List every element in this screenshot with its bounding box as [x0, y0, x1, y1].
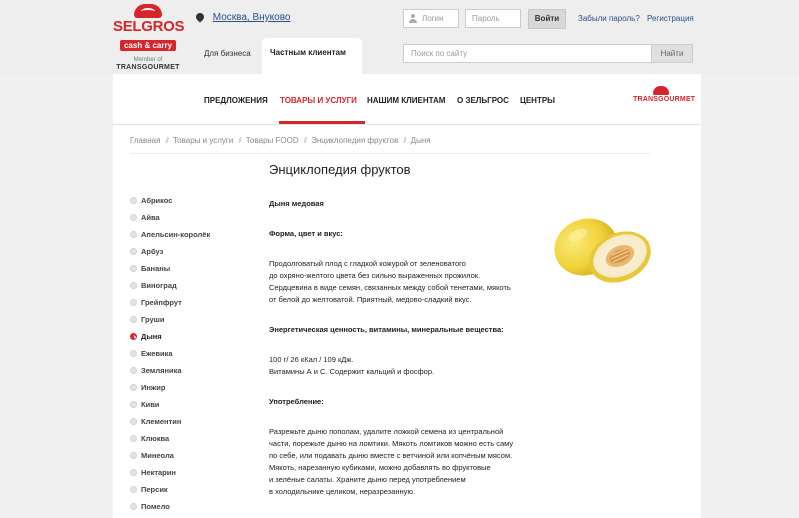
sidebar-item[interactable] — [130, 280, 240, 297]
bullet-icon — [130, 197, 137, 204]
shape-line: Продолговатый плод с гладкой кожурой от зеленоватого — [269, 259, 466, 268]
breadcrumb-separator: // — [303, 136, 307, 145]
transgourmet-logo-icon — [653, 86, 669, 95]
usage-line: Мякоть, нарезанную кубиками, можно добавлять во фруктовые — [269, 463, 491, 472]
sidebar-item[interactable] — [130, 467, 240, 484]
password-placeholder: Пароль — [472, 14, 500, 23]
breadcrumb-current: Дыня — [410, 136, 431, 145]
shape-paragraph — [269, 258, 539, 306]
bullet-icon — [130, 316, 137, 323]
usage-line: Разрежьте дыню пополам, удалите ложкой семена из центральной — [269, 427, 504, 436]
sidebar-item-label: Абрикос — [141, 196, 173, 205]
energy-section-title: Энергетическая ценность, витамины, минеральные вещества: — [269, 325, 504, 334]
nav-item-about[interactable]: О ЗЕЛЬГРОС — [457, 96, 509, 105]
transgourmet-logo[interactable] — [633, 86, 696, 103]
sidebar-item[interactable] — [130, 501, 240, 518]
sidebar-item[interactable] — [130, 195, 240, 212]
fruit-sidebar — [130, 195, 240, 518]
breadcrumb-separator: // — [403, 136, 406, 145]
main-panel — [113, 74, 701, 518]
sidebar-item-label: Клюква — [141, 434, 170, 443]
sidebar-item-label: Ежевика — [141, 349, 173, 358]
nav-divider — [113, 124, 701, 125]
shape-line: Сердцевина в виде семян, связанных между собой тенетами, мякоть — [269, 283, 511, 292]
energy-line: Витамины А и С. Содержит кальций и фосфор. — [269, 367, 435, 376]
article-subtitle: Дыня медовая — [269, 199, 324, 208]
bullet-icon — [130, 214, 137, 221]
sidebar-item[interactable] — [130, 331, 240, 348]
usage-line: и зелёные салаты. Храните дыню перед употреблением — [269, 475, 466, 484]
bullet-icon — [130, 248, 137, 255]
sidebar-item-label: Земляника — [141, 366, 182, 375]
user-icon — [409, 14, 417, 23]
search-button[interactable]: Найти — [651, 44, 693, 63]
logo-tagline: cash & carry — [120, 40, 176, 51]
sidebar-item-label: Груши — [141, 315, 165, 324]
sidebar-item-label: Клементин — [141, 417, 182, 426]
sidebar-item-label: Инжир — [141, 383, 166, 392]
shape-line: до охряно-желтого цвета без сильно выраженных прожилок. — [269, 271, 481, 280]
password-input[interactable] — [465, 9, 521, 28]
tab-business[interactable]: Для бизнеса — [204, 49, 251, 58]
login-input[interactable] — [403, 9, 459, 28]
nav-item-centers[interactable]: ЦЕНТРЫ — [520, 96, 556, 105]
breadcrumb-separator: // — [238, 136, 241, 145]
sidebar-item-label: Нектарин — [141, 468, 176, 477]
sidebar-item-label: Помело — [141, 502, 170, 511]
bullet-icon — [130, 265, 137, 272]
usage-line: части, порежьте дыню на ломтики. Мякоть ломтиков можно есть саму — [269, 439, 514, 448]
forgot-password-link[interactable]: Забыли пароль? — [578, 14, 640, 23]
energy-line: 100 г/ 26 кКал / 109 кДж. — [269, 355, 354, 364]
sidebar-item[interactable] — [130, 433, 240, 450]
usage-line: по себе, или подавать дыню вместе с ветчиной или копчёным мясом. — [269, 451, 513, 460]
breadcrumb-products[interactable]: Товары и услуги — [172, 136, 234, 145]
bullet-icon — [130, 469, 137, 476]
site-header — [0, 0, 799, 74]
sidebar-item[interactable] — [130, 399, 240, 416]
bullet-icon — [130, 401, 137, 408]
bullet-icon — [130, 503, 137, 510]
nav-item-clients[interactable]: НАШИМ КЛИЕНТАМ — [367, 96, 446, 105]
melon-image — [548, 209, 658, 289]
tab-private-clients[interactable]: Частным клиентам — [262, 38, 362, 74]
selgros-logo-icon — [134, 4, 162, 18]
bullet-icon — [130, 282, 137, 289]
bullet-icon — [130, 418, 137, 425]
breadcrumb — [130, 136, 431, 145]
bullet-icon — [130, 231, 137, 238]
breadcrumb-home[interactable]: Главная — [130, 136, 161, 145]
shape-section-title: Форма, цвет и вкус: — [269, 229, 343, 238]
breadcrumb-separator: // — [165, 136, 168, 145]
sidebar-item-label: Грейпфрут — [141, 298, 182, 307]
sidebar-item[interactable] — [130, 263, 240, 280]
bullet-icon — [130, 367, 137, 374]
nav-item-offers[interactable]: ПРЕДЛОЖЕНИЯ — [204, 96, 268, 105]
bullet-icon — [130, 435, 137, 442]
sidebar-item[interactable] — [130, 382, 240, 399]
sidebar-item[interactable] — [130, 314, 240, 331]
breadcrumb-food[interactable]: Товары FOOD — [245, 136, 299, 145]
usage-line: в холодильнике целиком, неразрезанную. — [269, 487, 416, 496]
sidebar-item[interactable] — [130, 450, 240, 467]
sidebar-item[interactable] — [130, 416, 240, 433]
article — [269, 198, 539, 516]
sidebar-item-label: Бананы — [141, 264, 171, 273]
active-bullet-icon — [130, 333, 137, 340]
sidebar-item-label: Апельсин-королёк — [141, 230, 211, 239]
sidebar-item-label: Минеола — [141, 451, 174, 460]
sidebar-item-label: Персик — [141, 485, 168, 494]
breadcrumb-divider — [130, 153, 650, 154]
sidebar-item-label: Киви — [141, 400, 160, 409]
logo-member-of: Member of — [133, 57, 163, 63]
bullet-icon — [130, 350, 137, 357]
usage-paragraph — [269, 426, 539, 498]
login-placeholder: Логин — [422, 14, 444, 23]
logo-name: SELGROS — [113, 18, 185, 35]
sidebar-item-label: Виноград — [141, 281, 177, 290]
nav-item-products[interactable]: ТОВАРЫ И УСЛУГИ — [280, 96, 357, 105]
bullet-icon — [130, 486, 137, 493]
bullet-icon — [130, 384, 137, 391]
sidebar-item[interactable] — [130, 348, 240, 365]
sidebar-item[interactable] — [130, 297, 240, 314]
login-button[interactable]: Войти — [528, 9, 566, 29]
sidebar-item-label: Арбуз — [141, 247, 164, 256]
bullet-icon — [130, 452, 137, 459]
breadcrumb-encyclopedia[interactable]: Энциклопедия фруктов — [311, 136, 399, 145]
sidebar-item-label: Дыня — [141, 332, 162, 341]
page-title: Энциклопедия фруктов — [269, 162, 411, 177]
shape-line: от белой до желтоватой. Приятный, медово-сладкий вкус. — [269, 295, 472, 304]
main-nav — [113, 74, 701, 124]
sidebar-item[interactable] — [130, 212, 240, 229]
sidebar-item[interactable] — [130, 246, 240, 263]
logo-group: TRANSGOURMET — [116, 64, 180, 71]
sidebar-item[interactable] — [130, 484, 240, 501]
sidebar-item[interactable] — [130, 229, 240, 246]
location-pin-icon — [194, 11, 205, 22]
energy-paragraph — [269, 354, 539, 378]
search-input[interactable]: Поиск по сайту — [403, 44, 653, 63]
bullet-icon — [130, 299, 137, 306]
usage-section-title: Употребление: — [269, 397, 324, 406]
sidebar-item-label: Айва — [141, 213, 160, 222]
location-selector[interactable] — [196, 12, 290, 23]
sidebar-item[interactable] — [130, 365, 240, 382]
location-text[interactable]: Москва, Внуково — [212, 12, 291, 23]
selgros-logo[interactable] — [113, 4, 183, 70]
transgourmet-logo-text: TRANSGOURMET — [633, 96, 696, 103]
register-link[interactable]: Регистрация — [647, 14, 694, 23]
